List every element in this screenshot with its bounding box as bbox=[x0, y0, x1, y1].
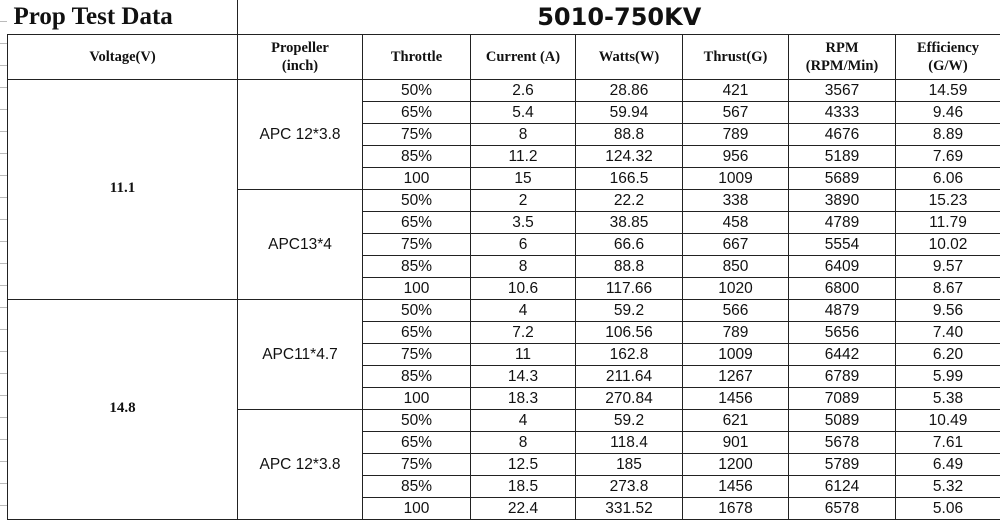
rpm-cell: 7089 bbox=[789, 388, 896, 410]
watts-cell: 88.8 bbox=[576, 256, 683, 278]
header-label: Propeller bbox=[271, 40, 329, 56]
efficiency-cell: 6.49 bbox=[896, 454, 1000, 476]
watts-cell: 273.8 bbox=[576, 476, 683, 498]
rpm-cell: 5189 bbox=[789, 146, 896, 168]
sheet-title: Prop Test Data bbox=[8, 0, 238, 35]
watts-cell: 211.64 bbox=[576, 366, 683, 388]
throttle-cell: 85% bbox=[363, 146, 471, 168]
rpm-cell: 6442 bbox=[789, 344, 896, 366]
propeller-cell: APC 12*3.8 bbox=[238, 80, 363, 190]
rpm-cell: 5689 bbox=[789, 168, 896, 190]
motor-model: 5010-750KV bbox=[238, 0, 1000, 35]
col-header-rpm bbox=[789, 35, 896, 80]
current-cell: 6 bbox=[471, 234, 576, 256]
thrust-cell: 1009 bbox=[683, 344, 789, 366]
col-header-thrust bbox=[683, 35, 789, 80]
thrust-cell: 1009 bbox=[683, 168, 789, 190]
watts-cell: 59.2 bbox=[576, 410, 683, 432]
rpm-cell: 4879 bbox=[789, 300, 896, 322]
thrust-cell: 789 bbox=[683, 124, 789, 146]
thrust-cell: 1020 bbox=[683, 278, 789, 300]
col-header-propeller bbox=[238, 35, 363, 80]
current-cell: 2 bbox=[471, 190, 576, 212]
rpm-cell: 6578 bbox=[789, 498, 896, 520]
rpm-cell: 6409 bbox=[789, 256, 896, 278]
watts-cell: 185 bbox=[576, 454, 683, 476]
rpm-cell: 5678 bbox=[789, 432, 896, 454]
spreadsheet-gridlines bbox=[0, 0, 7, 527]
rpm-cell: 4676 bbox=[789, 124, 896, 146]
watts-cell: 124.32 bbox=[576, 146, 683, 168]
header-label: Watts(W) bbox=[598, 49, 660, 65]
thrust-cell: 789 bbox=[683, 322, 789, 344]
rpm-cell: 4333 bbox=[789, 102, 896, 124]
throttle-cell: 100 bbox=[363, 278, 471, 300]
rpm-cell: 6789 bbox=[789, 366, 896, 388]
efficiency-cell: 7.61 bbox=[896, 432, 1000, 454]
thrust-cell: 567 bbox=[683, 102, 789, 124]
thrust-cell: 458 bbox=[683, 212, 789, 234]
watts-cell: 118.4 bbox=[576, 432, 683, 454]
header-label: Current (A) bbox=[485, 49, 561, 65]
watts-cell: 22.2 bbox=[576, 190, 683, 212]
watts-cell: 88.8 bbox=[576, 124, 683, 146]
efficiency-cell: 5.99 bbox=[896, 366, 1000, 388]
current-cell: 15 bbox=[471, 168, 576, 190]
watts-cell: 270.84 bbox=[576, 388, 683, 410]
throttle-cell: 75% bbox=[363, 454, 471, 476]
table-row bbox=[8, 300, 1000, 322]
rpm-cell: 5554 bbox=[789, 234, 896, 256]
rpm-cell: 3890 bbox=[789, 190, 896, 212]
throttle-cell: 75% bbox=[363, 234, 471, 256]
efficiency-cell: 6.06 bbox=[896, 168, 1000, 190]
thrust-cell: 1678 bbox=[683, 498, 789, 520]
current-cell: 18.3 bbox=[471, 388, 576, 410]
voltage-cell: 14.8 bbox=[8, 300, 238, 520]
header-label: Voltage(V) bbox=[89, 49, 156, 65]
voltage-cell: 11.1 bbox=[8, 80, 238, 300]
watts-cell: 331.52 bbox=[576, 498, 683, 520]
thrust-cell: 1456 bbox=[683, 476, 789, 498]
current-cell: 11 bbox=[471, 344, 576, 366]
propeller-cell: APC11*4.7 bbox=[238, 300, 363, 410]
thrust-cell: 667 bbox=[683, 234, 789, 256]
thrust-cell: 566 bbox=[683, 300, 789, 322]
rpm-cell: 3567 bbox=[789, 80, 896, 102]
thrust-cell: 901 bbox=[683, 432, 789, 454]
header-unit: (RPM/Min) bbox=[805, 58, 879, 74]
efficiency-cell: 14.59 bbox=[896, 80, 1000, 102]
thrust-cell: 338 bbox=[683, 190, 789, 212]
current-cell: 3.5 bbox=[471, 212, 576, 234]
header-label: Throttle bbox=[390, 49, 443, 65]
watts-cell: 38.85 bbox=[576, 212, 683, 234]
efficiency-cell: 7.69 bbox=[896, 146, 1000, 168]
efficiency-cell: 8.67 bbox=[896, 278, 1000, 300]
throttle-cell: 85% bbox=[363, 256, 471, 278]
efficiency-cell: 8.89 bbox=[896, 124, 1000, 146]
current-cell: 14.3 bbox=[471, 366, 576, 388]
col-header-efficiency bbox=[896, 35, 1000, 80]
current-cell: 4 bbox=[471, 410, 576, 432]
table-row bbox=[8, 80, 1000, 102]
throttle-cell: 65% bbox=[363, 212, 471, 234]
thrust-cell: 1456 bbox=[683, 388, 789, 410]
thrust-cell: 1200 bbox=[683, 454, 789, 476]
efficiency-cell: 5.32 bbox=[896, 476, 1000, 498]
rpm-cell: 6124 bbox=[789, 476, 896, 498]
efficiency-cell: 10.02 bbox=[896, 234, 1000, 256]
throttle-cell: 100 bbox=[363, 388, 471, 410]
watts-cell: 106.56 bbox=[576, 322, 683, 344]
throttle-cell: 50% bbox=[363, 410, 471, 432]
thrust-cell: 421 bbox=[683, 80, 789, 102]
header-unit: (inch) bbox=[281, 58, 319, 74]
throttle-cell: 100 bbox=[363, 498, 471, 520]
current-cell: 8 bbox=[471, 124, 576, 146]
throttle-cell: 65% bbox=[363, 102, 471, 124]
prop-test-sheet bbox=[7, 0, 1000, 520]
efficiency-cell: 15.23 bbox=[896, 190, 1000, 212]
efficiency-cell: 5.38 bbox=[896, 388, 1000, 410]
propeller-cell: APC13*4 bbox=[238, 190, 363, 300]
current-cell: 22.4 bbox=[471, 498, 576, 520]
watts-cell: 166.5 bbox=[576, 168, 683, 190]
watts-cell: 117.66 bbox=[576, 278, 683, 300]
efficiency-cell: 6.20 bbox=[896, 344, 1000, 366]
title-row bbox=[8, 0, 1000, 35]
current-cell: 10.6 bbox=[471, 278, 576, 300]
current-cell: 2.6 bbox=[471, 80, 576, 102]
col-header-watts bbox=[576, 35, 683, 80]
header-label: RPM bbox=[825, 40, 859, 56]
propeller-cell: APC 12*3.8 bbox=[238, 410, 363, 520]
efficiency-cell: 9.56 bbox=[896, 300, 1000, 322]
prop-test-table bbox=[7, 0, 1000, 520]
current-cell: 18.5 bbox=[471, 476, 576, 498]
watts-cell: 59.94 bbox=[576, 102, 683, 124]
watts-cell: 59.2 bbox=[576, 300, 683, 322]
throttle-cell: 100 bbox=[363, 168, 471, 190]
throttle-cell: 50% bbox=[363, 190, 471, 212]
current-cell: 8 bbox=[471, 432, 576, 454]
throttle-cell: 65% bbox=[363, 322, 471, 344]
efficiency-cell: 9.46 bbox=[896, 102, 1000, 124]
efficiency-cell: 11.79 bbox=[896, 212, 1000, 234]
throttle-cell: 85% bbox=[363, 476, 471, 498]
watts-cell: 28.86 bbox=[576, 80, 683, 102]
thrust-cell: 956 bbox=[683, 146, 789, 168]
rpm-cell: 5789 bbox=[789, 454, 896, 476]
efficiency-cell: 10.49 bbox=[896, 410, 1000, 432]
efficiency-cell: 7.40 bbox=[896, 322, 1000, 344]
thrust-cell: 621 bbox=[683, 410, 789, 432]
efficiency-cell: 5.06 bbox=[896, 498, 1000, 520]
current-cell: 5.4 bbox=[471, 102, 576, 124]
watts-cell: 66.6 bbox=[576, 234, 683, 256]
current-cell: 12.5 bbox=[471, 454, 576, 476]
header-unit: (G/W) bbox=[928, 58, 968, 74]
current-cell: 11.2 bbox=[471, 146, 576, 168]
header-label: Thrust(G) bbox=[703, 49, 768, 65]
thrust-cell: 850 bbox=[683, 256, 789, 278]
current-cell: 8 bbox=[471, 256, 576, 278]
efficiency-cell: 9.57 bbox=[896, 256, 1000, 278]
thrust-cell: 1267 bbox=[683, 366, 789, 388]
watts-cell: 162.8 bbox=[576, 344, 683, 366]
table-body bbox=[8, 80, 1000, 520]
throttle-cell: 50% bbox=[363, 300, 471, 322]
rpm-cell: 4789 bbox=[789, 212, 896, 234]
col-header-voltage bbox=[8, 35, 238, 80]
current-cell: 4 bbox=[471, 300, 576, 322]
col-header-throttle bbox=[363, 35, 471, 80]
throttle-cell: 75% bbox=[363, 124, 471, 146]
header-label: Efficiency bbox=[916, 40, 979, 56]
header-row bbox=[8, 35, 1000, 80]
throttle-cell: 65% bbox=[363, 432, 471, 454]
current-cell: 7.2 bbox=[471, 322, 576, 344]
throttle-cell: 75% bbox=[363, 344, 471, 366]
throttle-cell: 50% bbox=[363, 80, 471, 102]
rpm-cell: 5089 bbox=[789, 410, 896, 432]
rpm-cell: 5656 bbox=[789, 322, 896, 344]
col-header-current bbox=[471, 35, 576, 80]
throttle-cell: 85% bbox=[363, 366, 471, 388]
rpm-cell: 6800 bbox=[789, 278, 896, 300]
